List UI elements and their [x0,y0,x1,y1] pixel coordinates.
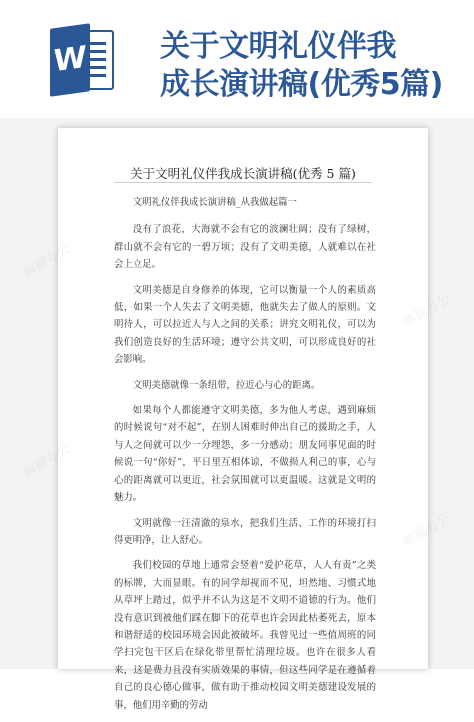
page-title [160,28,470,104]
page-title-line-2: 成长演讲稿(优秀5篇) [160,67,443,102]
paragraph: 文明美德是自身修养的体现，它可以衡量一个人的素质高低，如果一个人失去了文明美德，他就失去了做人的原则。文明待人，可以拉近人与人之间的关系；讲究文明礼仪，可以为我们创造良好的生活环境；遵守公共文明，可以形成良好的社会影响。 [114,284,376,366]
document-body [114,194,376,722]
document-page [58,128,428,711]
header-banner [0,0,474,118]
word-letter-tile: W [50,23,90,97]
word-document-icon [50,26,114,96]
document-title: 关于文明礼仪伴我成长演讲稿(优秀 5 篇) [130,166,356,181]
paragraph: 我们校园的草地上通常会竖着“爱护花草，人人有责”之类的标牌，大而显眼。有的同学却视而不见，坦然地、习惯式地从草坪上踏过，似乎并不认为这是不文明不道德的行为。他们没有意识到被他们踩在脚下的花草也许会因此枯萎死去，原本和谐舒适的校园环境会因此被破坏。我曾见过一些值周班的同学扫完包干区后在绿化带里帮忙清理垃圾。也许在很多人看来，这是费力且没有实质效果的事情，但这些同学是在遵循着自己的良心德心做事，做有助于推动校园文明美德建设发展的事，他们用辛勤的劳动 [114,560,376,711]
paragraph: 文明就像一汪清澈的泉水，把我们生活、工作的环境打扫得更明净，让人舒心。 [114,517,376,546]
paragraph: 文明美德就像一条纽带，拉近心与心的距离。 [132,379,321,391]
section-heading: 文明礼仪伴我成长演讲稿_从我做起篇一 [132,197,297,208]
title-divider [114,182,372,183]
page-title-line-1: 关于文明礼仪伴我 [160,29,396,64]
paragraph: 没有了浪花，大海就不会有它的波澜壮阔；没有了绿树，群山就不会有它的一碧万顷；没有了文明美德，人就难以在社会上立足。 [114,224,376,271]
paragraph: 如果每个人都能遵守文明美德，多为他人考虑，遇到麻烦的时候说句“对不起”，在别人困难时伸出自己的援助之手，人与人之间就可以少一分埋怨，多一分感动；朋友同事见面的时候说一句“你好”，平日里互相体谅，不做损人利己的事，心与心的距离就可以更近，社会氛围就可以更温暖。这就是文明的魅力。 [114,405,376,504]
